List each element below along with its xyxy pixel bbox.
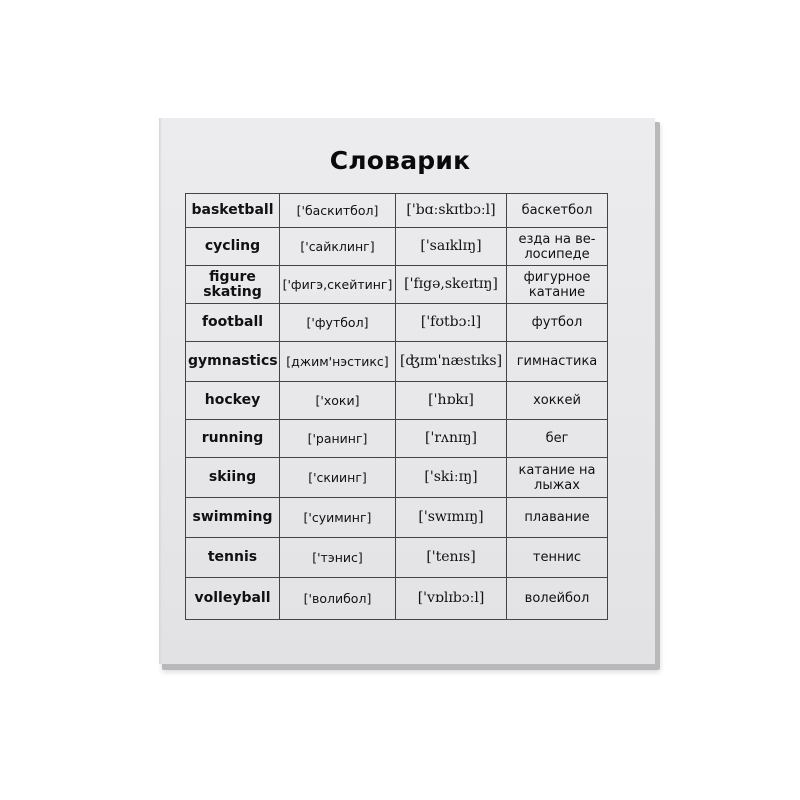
transliteration-cell: ['фигэ,скейтинг] [280, 266, 396, 304]
english-word-cell: volleyball [186, 578, 280, 620]
table-row [186, 578, 608, 620]
transliteration-cell: [джим'нэстикс] [280, 342, 396, 382]
card-title: Словарик [329, 146, 471, 175]
russian-translation-cell: бег [507, 420, 608, 458]
transliteration-cell: ['футбол] [280, 304, 396, 342]
russian-translation-cell: теннис [507, 538, 608, 578]
table-row [186, 498, 608, 538]
ipa-transcription-cell: ['bɑːskɪtbɔːl] [396, 194, 507, 228]
english-word-cell: cycling [186, 228, 280, 266]
ipa-transcription-cell: ['skiːɪŋ] [396, 458, 507, 498]
ipa-transcription-cell: ['vɒlɪbɔːl] [396, 578, 507, 620]
ipa-transcription-cell: ['fɪgə,skeɪtɪŋ] [396, 266, 507, 304]
russian-translation-cell: хоккей [507, 382, 608, 420]
english-word-cell: figure skating [186, 266, 280, 304]
russian-translation-cell: гимнастика [507, 342, 608, 382]
english-word-cell: gymnastics [186, 342, 280, 382]
transliteration-cell: ['баскитбол] [280, 194, 396, 228]
ipa-transcription-cell: ['fʊtbɔːl] [396, 304, 507, 342]
transliteration-cell: ['скиинг] [280, 458, 396, 498]
card-edge [159, 118, 162, 664]
russian-translation-cell: плавание [507, 498, 608, 538]
russian-translation-cell: футбол [507, 304, 608, 342]
transliteration-cell: ['волибол] [280, 578, 396, 620]
ipa-transcription-cell: [ʤɪm'næstɪks] [396, 342, 507, 382]
table-row [186, 266, 608, 304]
russian-translation-cell: фигурное катание [507, 266, 608, 304]
ipa-transcription-cell: ['tenɪs] [396, 538, 507, 578]
ipa-transcription-cell: ['saɪklɪŋ] [396, 228, 507, 266]
table-row [186, 458, 608, 498]
english-word-cell: skiing [186, 458, 280, 498]
vocabulary-table [185, 193, 608, 620]
english-word-cell: tennis [186, 538, 280, 578]
ipa-transcription-cell: ['swɪmɪŋ] [396, 498, 507, 538]
transliteration-cell: ['суиминг] [280, 498, 396, 538]
table-row [186, 342, 608, 382]
table-row [186, 538, 608, 578]
russian-translation-cell: баскетбол [507, 194, 608, 228]
table-row [186, 228, 608, 266]
transliteration-cell: ['ранинг] [280, 420, 396, 458]
russian-translation-cell: катание на лыжах [507, 458, 608, 498]
table-row [186, 420, 608, 458]
english-word-cell: hockey [186, 382, 280, 420]
english-word-cell: basketball [186, 194, 280, 228]
russian-translation-cell: езда на ве-лосипеде [507, 228, 608, 266]
ipa-transcription-cell: ['hɒkɪ] [396, 382, 507, 420]
english-word-cell: football [186, 304, 280, 342]
english-word-cell: swimming [186, 498, 280, 538]
russian-translation-cell: волейбол [507, 578, 608, 620]
table-row [186, 382, 608, 420]
transliteration-cell: ['тэнис] [280, 538, 396, 578]
table-row [186, 304, 608, 342]
transliteration-cell: ['сайклинг] [280, 228, 396, 266]
transliteration-cell: ['хоки] [280, 382, 396, 420]
table-row [186, 194, 608, 228]
ipa-transcription-cell: ['rʌnɪŋ] [396, 420, 507, 458]
english-word-cell: running [186, 420, 280, 458]
